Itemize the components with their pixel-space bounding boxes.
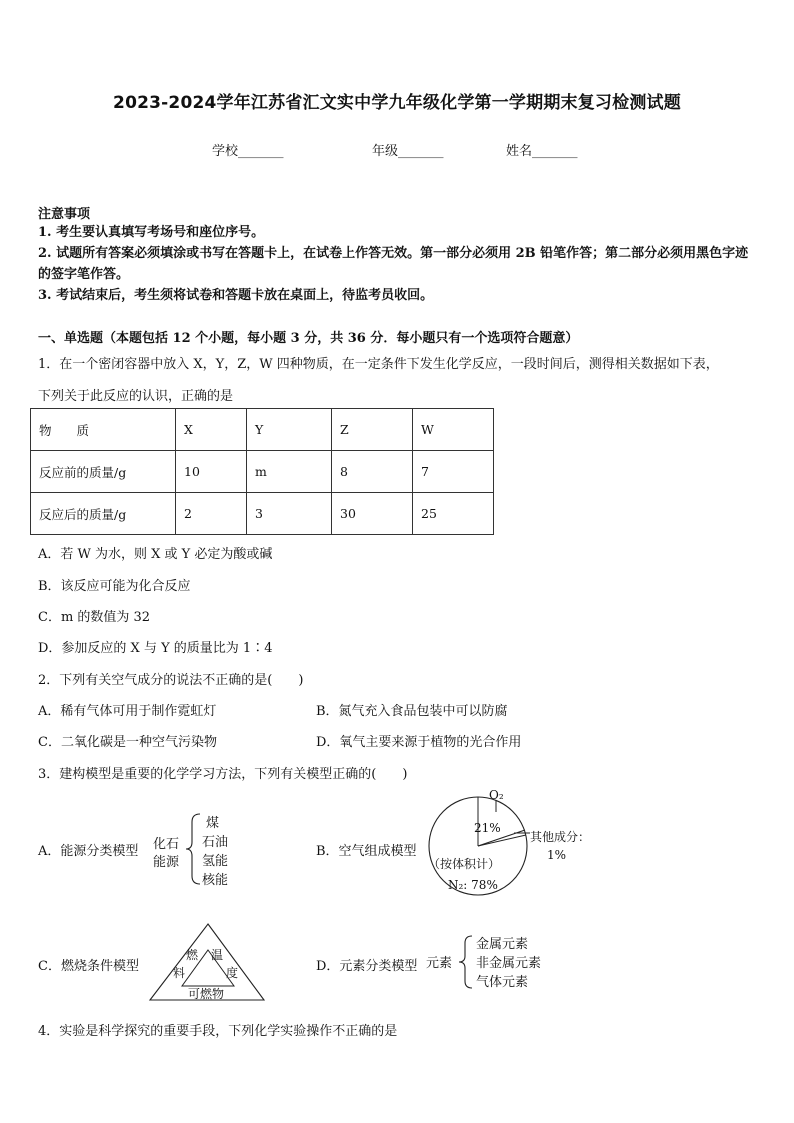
pie-divider-other (478, 835, 526, 846)
q3-a-group1: 化石 (153, 837, 180, 852)
table-cell: 反应后的质量/g (31, 493, 176, 535)
grade-field: 年级_______ (372, 144, 444, 159)
page-title: 2023-2024学年江苏省汇文实中学九年级化学第一学期期末复习检测试题 (113, 93, 681, 113)
table-cell: W (413, 409, 494, 451)
table-cell: m (247, 451, 332, 493)
q1-stem-line1: 1．在一个密闭容器中放入 X，Y，Z，W 四种物质，在一定条件下发生化学反应，一段时间后，测得相关数据如下表， (38, 357, 719, 372)
q3-d-item-2: 非金属元素 (476, 956, 542, 971)
pie-other-label: 其他成分： (530, 830, 591, 844)
q1-data-table (30, 408, 494, 535)
table-cell: 物 质 (31, 409, 176, 451)
pie-o2-label: O₂ (489, 788, 504, 802)
q2-option-d: D．氧气主要来源于植物的光合作用 (316, 735, 522, 750)
triangle-char-3: 料 (173, 966, 186, 980)
triangle-char-4: 度 (226, 966, 239, 980)
q2-option-b: B．氮气充入食品包装中可以防腐 (316, 704, 508, 719)
pie-n2-label: N₂: 78% (448, 878, 498, 892)
q2-option-a: A．稀有气体可用于制作霓虹灯 (38, 704, 217, 719)
table-cell: 2 (176, 493, 247, 535)
q1-option-c: C．m 的数值为 32 (38, 610, 151, 625)
q2-option-c: C．二氧化碳是一种空气污染物 (38, 735, 217, 750)
q3-d-root: 元素 (426, 956, 453, 971)
q3-option-c-label: C．燃烧条件模型 (38, 959, 139, 974)
q1-option-b: B．该反应可能为化合反应 (38, 579, 191, 594)
q3-option-a-label: A．能源分类模型 (38, 844, 139, 859)
q3-a-item-2: 石油 (202, 835, 229, 850)
q4-stem: 4．实验是科学探究的重要手段，下列化学实验操作不正确的是 (38, 1024, 398, 1039)
pie-center-text: （按体积计） (428, 857, 501, 871)
name-field: 姓名_______ (506, 144, 578, 159)
q3-d-item-3: 气体元素 (476, 975, 529, 990)
table-cell: 25 (413, 493, 494, 535)
q1-stem-line2: 下列关于此反应的认识，正确的是 (38, 389, 234, 404)
table-cell: Z (332, 409, 413, 451)
table-cell: 10 (176, 451, 247, 493)
table-cell: 反应前的质量/g (31, 451, 176, 493)
triangle-char-2: 温 (211, 948, 224, 962)
q3-option-b-label: B．空气组成模型 (316, 844, 417, 859)
table-cell: 8 (332, 451, 413, 493)
table-cell: 3 (247, 493, 332, 535)
notice-item-1: 1. 考生要认真填写考场号和座位序号。 (38, 225, 265, 240)
triangle-char-1: 燃 (186, 948, 199, 962)
section-heading: 一、单选题（本题包括 12 个小题，每小题 3 分，共 36 分．每小题只有一个选项符合题意） (38, 331, 579, 346)
q3-a-group2: 能源 (153, 855, 180, 870)
triangle-base-label: 可燃物 (188, 987, 225, 1001)
table-row (31, 451, 494, 493)
pie-o2-pct: 21% (474, 821, 501, 835)
q3-option-d-label: D．元素分类模型 (316, 959, 418, 974)
table-cell: Y (247, 409, 332, 451)
table-cell: X (176, 409, 247, 451)
notice-heading: 注意事项 (38, 207, 91, 222)
q2-stem: 2．下列有关空气成分的说法不正确的是( ) (38, 673, 304, 688)
notice-item-2: 2. 试题所有答案必须填涂或书写在答题卡上，在试卷上作答无效。第一部分必须用 2B 铅笔作答；第二部分必须用黑色字迹的签字笔作答。 (38, 246, 749, 282)
q3-a-item-4: 核能 (202, 873, 229, 888)
table-header-row (31, 409, 494, 451)
pie-other-pct: 1% (547, 848, 567, 862)
notice-item-3: 3. 考试结束后，考生须将试卷和答题卡放在桌面上，待监考员收回。 (38, 288, 434, 303)
q3-stem: 3．建构模型是重要的化学学习方法，下列有关模型正确的( ) (38, 767, 408, 782)
table-cell: 7 (413, 451, 494, 493)
table-cell: 30 (332, 493, 413, 535)
q3-a-item-3: 氢能 (202, 854, 229, 869)
q3-a-item-1: 煤 (206, 816, 220, 831)
q3-d-item-1: 金属元素 (476, 937, 529, 952)
school-field: 学校_______ (212, 144, 284, 159)
q1-option-a: A．若 W 为水，则 X 或 Y 必定为酸或碱 (38, 547, 273, 562)
brace-icon (457, 934, 477, 990)
table-row (31, 493, 494, 535)
q1-option-d: D．参加反应的 X 与 Y 的质量比为 1∶4 (38, 641, 273, 656)
